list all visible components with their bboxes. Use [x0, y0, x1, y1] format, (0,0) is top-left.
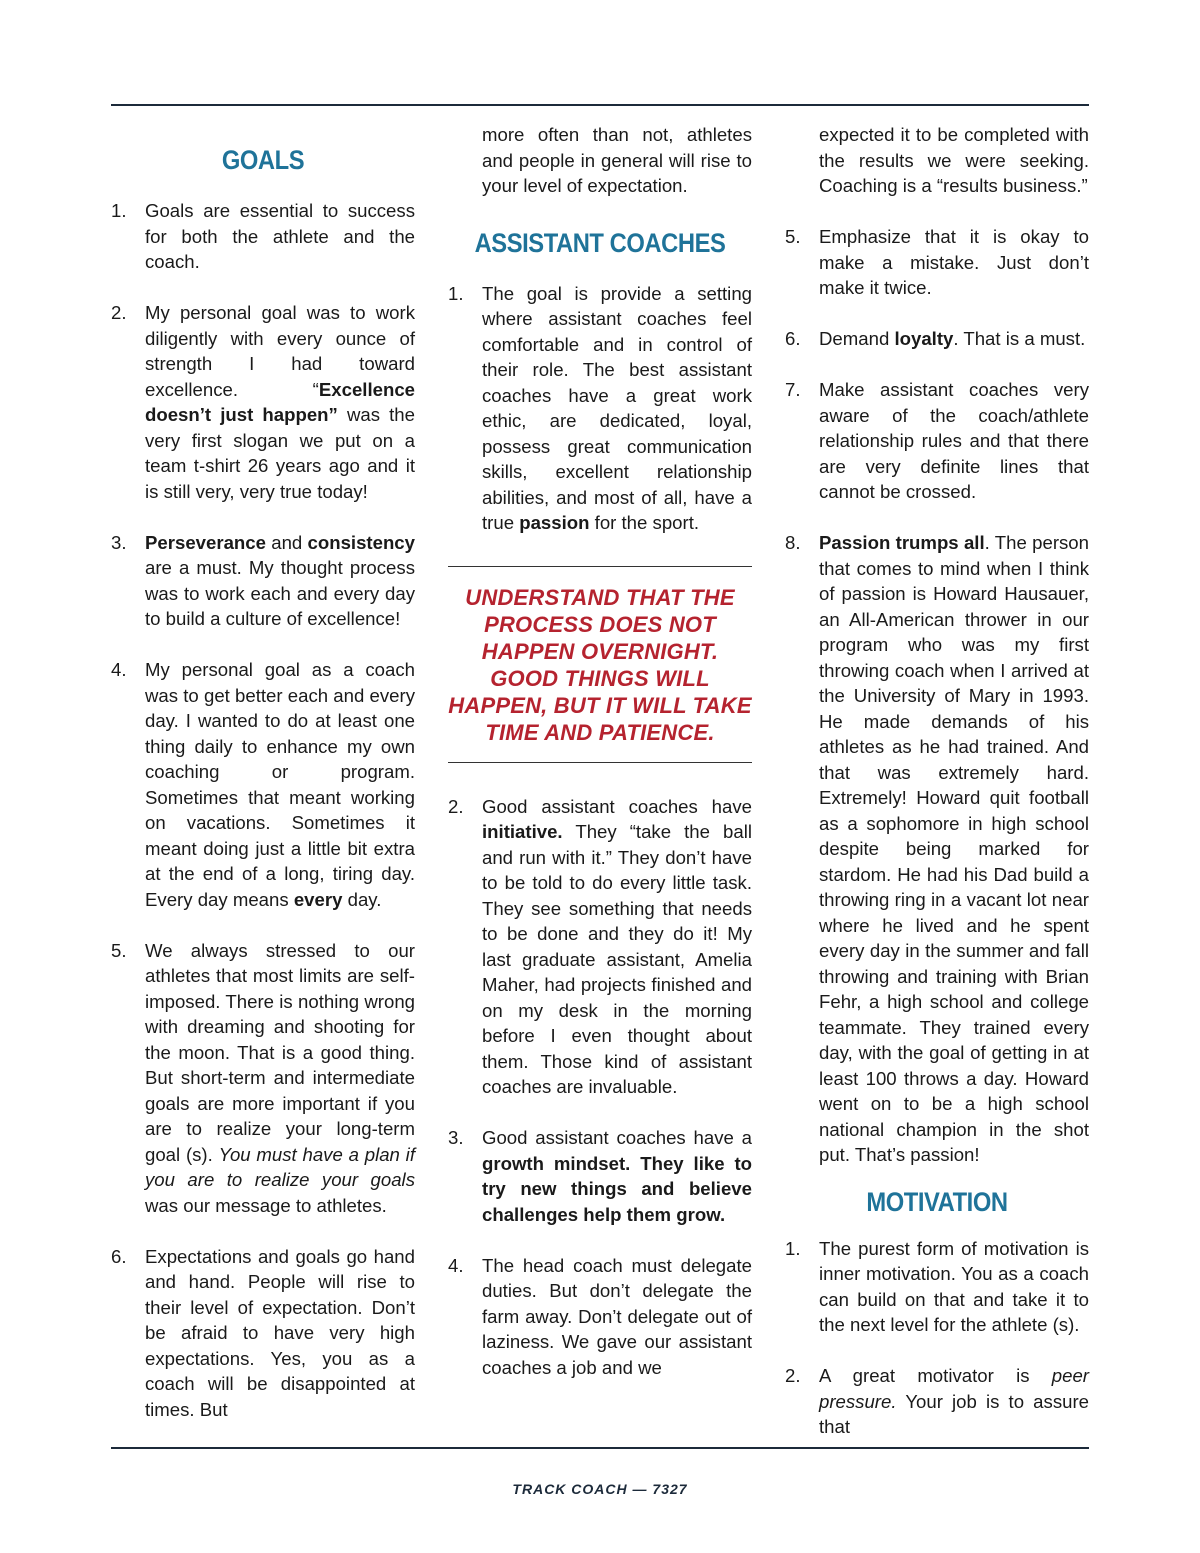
bottom-rule	[111, 1447, 1089, 1449]
list-item	[785, 377, 1089, 505]
column-goals	[111, 122, 415, 1422]
item-text: Demand loyalty. That is a must.	[819, 328, 1086, 349]
list-item	[111, 938, 415, 1219]
list-item	[448, 1125, 752, 1227]
top-rule	[111, 104, 1089, 106]
list-item	[448, 1253, 752, 1381]
pull-quote-bottom-rule	[448, 762, 752, 763]
list-item	[448, 281, 752, 536]
item-text: Perseverance and consistency are a must. My thought process was to work each and every day to build a culture of excellence!	[145, 531, 415, 629]
list-item	[111, 657, 415, 912]
list-item	[111, 198, 415, 275]
item-number: 7.	[785, 379, 801, 400]
list-item	[111, 300, 415, 504]
item-number: 6.	[785, 328, 801, 349]
item-number: 1.	[448, 282, 464, 304]
item-number: 2.	[785, 1365, 801, 1386]
page-footer: TRACK COACH — 7327	[512, 1481, 688, 1497]
item-text: Make assistant coaches very aware of the coach/athlete relationship rules and that there are very definite lines that cannot be crossed.	[819, 379, 1089, 502]
item-text: The purest form of motivation is inner motivation. You as a coach can build on that and take it to the next level for the athlete (s).	[819, 1237, 1089, 1335]
continuation-text: more often than not, athletes and people in general will rise to your level of expectation.	[482, 124, 752, 196]
list-item	[785, 530, 1089, 1168]
column-assistant-coaches	[448, 122, 752, 1380]
item-text: Good assistant coaches have initiative. They “take the ball and run with it.” They don’t have to be told to do every little task. They see something that needs to be done and they do it! My last graduate assistant, Amelia Maher, had projects finished and on my desk in the morning before I even thought about them. Those kind of assistant coaches are invaluable.	[482, 795, 752, 1097]
item-number: 6.	[111, 1245, 127, 1267]
column-continued	[785, 122, 1089, 1440]
list-item	[785, 326, 1089, 352]
assistant-coaches-heading: ASSISTANT COACHES	[474, 227, 726, 258]
item-text: Goals are essential to success for both the athlete and the coach.	[145, 200, 415, 272]
pull-quote: UNDERSTAND THAT THE PROCESS DOES NOT HAPPEN OVERNIGHT. GOOD THINGS WILL HAPPEN, BUT IT WILL TAKE TIME AND PATIENCE.	[448, 584, 752, 745]
item-number: 2.	[111, 302, 127, 323]
list-item	[785, 1236, 1089, 1338]
item-text: Passion trumps all. The person that comes to mind when I think of passion is Howard Hausauer, an All-American thrower in our program who was my first throwing coach when I arrived at the University of Mary in 1993. He made demands of his athletes as he had trained. And that was extremely hard. Extremely! Howard quit football as a sophomore in high school despite being marked for stardom. He had his Dad build a throwing ring in a vacant lot near where he lived and he spent every day in the summer and fall throwing and training with Brian Fehr, a high school and college teammate. They trained every day, with the goal of getting in at least 100 throws a day. Howard went on to be a high school national champion in the shot put. That’s passion!	[819, 532, 1089, 1165]
list-item	[448, 794, 752, 1100]
goals-heading: GOALS	[221, 145, 305, 175]
item-number: 4.	[111, 659, 127, 680]
item-text: A great motivator is peer pressure. Your job is to assure that	[819, 1365, 1089, 1437]
item-text: The goal is provide a setting where assistant coaches feel comfortable and in control of their role. The best assistant coaches have a great work ethic, are dedicated, loyal, possess great communication skills, excellent relationship abilities, and most of all, have a true passion for the sport.	[482, 282, 752, 533]
item-text: The head coach must delegate duties. But don’t delegate the farm away. Don’t delegate out of laziness. We gave our assistant coaches a job and we	[482, 1254, 752, 1378]
item-number: 3.	[448, 1127, 464, 1148]
list-item	[785, 1363, 1089, 1440]
continuation-text: expected it to be completed with the results we were seeking. Coaching is a “results business.”	[819, 124, 1089, 196]
item-number: 5.	[111, 939, 127, 961]
item-number: 4.	[448, 1254, 464, 1276]
item-number: 1.	[785, 1237, 801, 1259]
item-text: Expectations and goals go hand and hand. People will rise to their level of expectation. Don’t be afraid to have very high expectations. Yes, you as a coach will be disappointed at times. But	[145, 1245, 415, 1420]
item-text: Emphasize that it is okay to make a mistake. Just don’t make it twice.	[819, 226, 1089, 298]
list-item	[111, 530, 415, 632]
item-number: 8.	[785, 532, 801, 553]
list-item	[785, 224, 1089, 301]
item-number: 2.	[448, 795, 464, 817]
item-number: 1.	[111, 200, 127, 221]
item-number: 5.	[785, 226, 801, 247]
motivation-heading: MOTIVATION	[866, 1186, 1008, 1217]
item-text: We always stressed to our athletes that most limits are self-imposed. There is nothing wrong with dreaming and shooting for the moon. That is a good thing. But short-term and intermediate goals are more important if you are to realize your long-term goal (s). You must have a plan if you are to realize your goals was our message to athletes.	[145, 939, 415, 1216]
item-number: 3.	[111, 531, 127, 553]
list-item	[111, 1244, 415, 1423]
item-text: My personal goal as a coach was to get better each and every day. I wanted to do at least one thing daily to enhance my own coaching or program. Sometimes that meant working on vacations. Sometimes it meant doing just a little bit extra at the end of a long, tiring day. Every day means every day.	[145, 659, 415, 910]
item-text: My personal goal was to work diligently with every ounce of strength I had toward excellence. “Excellence doesn’t just happen” was the very first slogan we put on a team t-shirt 26 years ago and it is still very, very true today!	[145, 302, 415, 502]
item-text: Good assistant coaches have a growth mindset. They like to try new things and believe challenges help them grow.	[482, 1127, 752, 1225]
